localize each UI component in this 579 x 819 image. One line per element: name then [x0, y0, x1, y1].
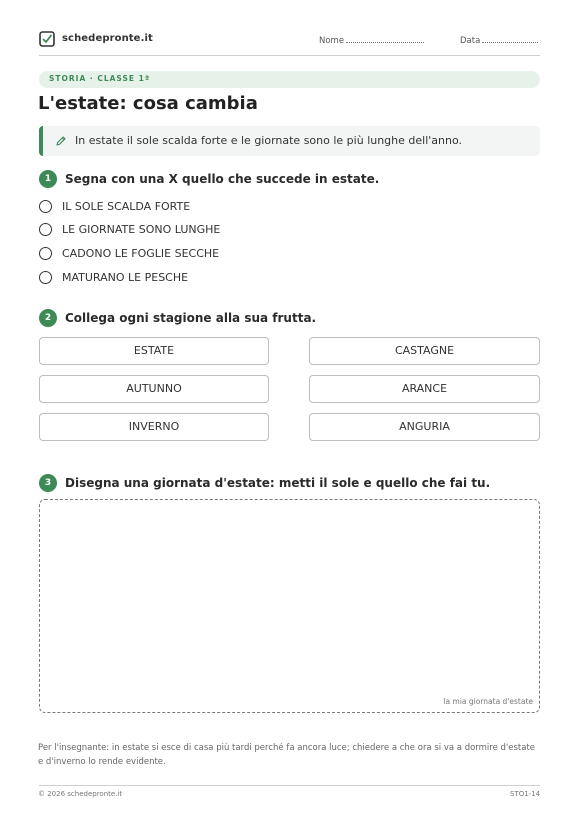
subject-tag-label: STORIA · CLASSE 1ª	[49, 74, 151, 83]
question-1-number: 1	[39, 170, 57, 188]
teacher-note: Per l'insegnante: in estate si esce di casa più tardi perché fa ancora luce; chiedere a che ora si va a dormire d'estate e d'inverno lo rende evidente.	[38, 743, 536, 767]
tip-box	[39, 126, 540, 156]
date-line	[482, 35, 538, 43]
question-3-number: 3	[39, 474, 57, 492]
season-box-2[interactable]: AUTUNNO	[39, 375, 269, 403]
name-field[interactable]	[319, 35, 424, 46]
fruit-box-1[interactable]: CASTAGNE	[309, 337, 540, 365]
brand-name: schedepronte.it	[62, 33, 153, 44]
question-1-text: Segna con una X quello che succede in estate.	[65, 172, 380, 186]
date-field[interactable]	[460, 35, 538, 46]
season-box-3[interactable]: INVERNO	[39, 413, 269, 441]
header-divider	[39, 55, 540, 56]
tip-accent-bar	[39, 126, 43, 156]
drawing-area[interactable]	[39, 499, 540, 713]
season-box-1[interactable]: ESTATE	[39, 337, 269, 365]
question-3-text: Disegna una giornata d'estate: metti il sole e quello che fai tu.	[65, 476, 491, 490]
option-1-label: IL SOLE SCALDA FORTE	[62, 200, 191, 213]
question-2-number: 2	[39, 309, 57, 327]
fruit-box-2[interactable]: ARANCE	[309, 375, 540, 403]
checkbox-logo-icon	[39, 31, 55, 47]
name-line	[346, 35, 424, 43]
fruit-box-3[interactable]: ANGURIA	[309, 413, 540, 441]
option-2-checkbox[interactable]	[39, 223, 52, 236]
name-label: Nome	[319, 36, 345, 46]
pencil-icon	[55, 135, 67, 147]
option-2-label: LE GIORNATE SONO LUNGHE	[62, 223, 221, 236]
drawing-caption: la mia giornata d'estate	[443, 697, 533, 706]
option-3-label: CADONO LE FOGLIE SECCHE	[62, 247, 220, 260]
footer-divider	[39, 785, 540, 786]
footer-copyright: © 2026 schedepronte.it	[38, 790, 123, 798]
tip-text: In estate il sole scalda forte e le giornate sono le più lunghe dell'anno.	[75, 134, 463, 147]
date-label: Data	[460, 36, 481, 46]
footer-code: STO1-14	[510, 790, 541, 798]
option-3-checkbox[interactable]	[39, 247, 52, 260]
question-2-text: Collega ogni stagione alla sua frutta.	[65, 311, 317, 325]
option-1-checkbox[interactable]	[39, 200, 52, 213]
subject-tag	[39, 71, 540, 88]
option-4-label: MATURANO LE PESCHE	[62, 271, 189, 284]
option-4-checkbox[interactable]	[39, 271, 52, 284]
page-title: L'estate: cosa cambia	[38, 93, 258, 114]
